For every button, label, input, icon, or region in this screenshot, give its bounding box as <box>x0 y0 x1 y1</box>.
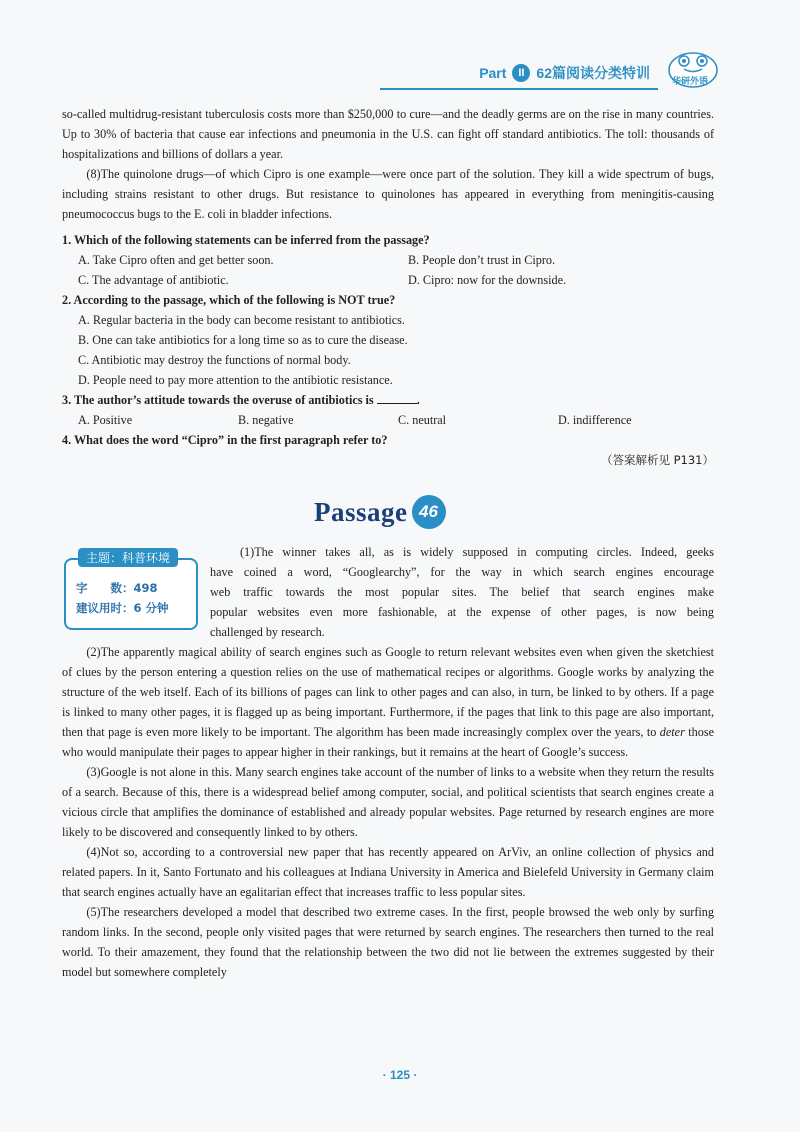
option-2c: C. Antibiotic may destroy the functions of normal body. <box>78 353 351 367</box>
option-2a: A. Regular bacteria in the body can become resistant to antibiotics. <box>78 313 405 327</box>
page-number: · 125 · <box>382 1068 418 1082</box>
logo-text: 华研外语 <box>672 77 709 87</box>
part-label: Part <box>479 65 507 81</box>
question-1-stem: 1. Which of the following statements can be inferred from the passage? <box>62 233 430 247</box>
p1-line-4: popular websites even more fashionable, at the expense of other pages, is now being <box>210 605 714 619</box>
p2-text-b: those who would manipulate their pages to appear higher in their rankings, but it remains at the heart of Google’s success. <box>62 725 715 759</box>
answer-blank <box>377 391 417 404</box>
question-3-end: . <box>416 393 420 407</box>
previous-passage-and-questions <box>62 104 714 470</box>
option-3d: D. indifference <box>558 413 632 427</box>
paragraph-8: (8)The quinolone drugs—of which Cipro is one example—were once part of the solution. They kill a wide spectrum of bugs, including strains resistant to other drugs. But resistance to quinolones has appeared in everything from meningitis-causing pneumococcus bugs to the E. coli in bladder infections. <box>62 167 714 221</box>
option-1c: C. The advantage of antibiotic. <box>78 273 229 287</box>
header-rule <box>380 88 658 90</box>
suggested-time: 建议用时：6 分钟 <box>76 601 169 615</box>
p1-line-3: web traffic towards the most popular sites. The belief that search engines make <box>210 585 714 599</box>
paragraph-2 <box>62 642 714 762</box>
question-1-options <box>62 250 714 290</box>
passage-number-badge: 46 <box>412 495 446 529</box>
publisher-logo <box>666 50 720 90</box>
question-3-text: 3. The author’s attitude towards the overuse of antibiotics is <box>62 393 374 407</box>
question-4-stem: 4. What does the word “Cipro” in the first paragraph refer to? <box>62 433 388 447</box>
page-header <box>380 50 720 94</box>
option-1b: B. People don’t trust in Cipro. <box>408 253 556 267</box>
section-title: 62篇阅读分类特训 <box>536 65 650 81</box>
p2-text-a: (2)The apparently magical ability of search engines such as Google to return relevant websites even when given the sketchiest of clues by the person entering a question relies on the use of mathematical recipes or algorithms. Google works by analyzing the structure of the web itself. Each of its billions of pages can link to other pages and can also, in turn, be linked to by others. If a page is linked to many other pages, it is flagged up as being important. Furthermore, if the pages that link to this page are also important, then that page is even more likely to be important. The algorithm has been made increasingly complex over the years, to <box>62 645 714 739</box>
part-numeral-badge: II <box>512 64 530 82</box>
option-1d: D. Cipro: now for the downside. <box>408 273 567 287</box>
passage-46-body <box>62 542 714 982</box>
option-1a: A. Take Cipro often and get better soon. <box>78 253 274 267</box>
paragraph-4: (4)Not so, according to a controversial new paper that has recently appeared on ArViv, an online collection of physics and related papers. In it, Santo Fortunato and his colleagues at Indiana University in America and Bielefeld University in Germany claim that search engines actually have an egalitarian effect that increases traffic to less popular sites. <box>62 845 714 899</box>
option-3a: A. Positive <box>78 413 133 427</box>
paragraph-5: (5)The researchers developed a model that described two extreme cases. In the first, people browsed the web only by surfing random links. In the second, people only visited pages that were returned by search engines. The researchers then turned to the real world. To their amazement, they found that the relationship between the two did not lie between the extremes suggested by their model but somewhere completely <box>62 905 714 979</box>
paragraph-continued: so-called multidrug-resistant tuberculosis costs more than $250,000 to cure—and the deadly germs are on the rise in many countries. Up to 30% of bacteria that cause ear infections and pneumonia in the U.S. can fight off standard antibiotics. The toll: thousands of hospitalizations and billions of dollars a year. <box>62 107 714 161</box>
question-3-stem <box>62 390 714 410</box>
answer-reference: （答案解析见 P131） <box>600 453 714 467</box>
p1-line-2: have coined a word, “Googlearchy”, for the way in which search engines encourage <box>210 565 714 579</box>
question-3-options <box>62 410 714 430</box>
question-2-stem: 2. According to the passage, which of the following is NOT true? <box>62 293 396 307</box>
passage-title-word: Passage <box>314 496 408 527</box>
paragraph-1 <box>210 542 714 642</box>
passage-title <box>314 492 446 532</box>
section-tag <box>479 62 650 84</box>
option-2b: B. One can take antibiotics for a long time so as to cure the disease. <box>78 333 408 347</box>
option-3c: C. neutral <box>398 413 447 427</box>
paragraph-3: (3)Google is not alone in this. Many search engines take account of the number of links to a website when they return the results of a search. Because of this, there is a widespread belief among computer, social, and political scientists that search engines create a vicious circle that amplifies the dominance of established and already popular websites. Page returned by research engines are more likely to be discovered and consequently linked to by others. <box>62 765 714 839</box>
option-3b: B. negative <box>238 413 294 427</box>
word-count: 字 数：498 <box>76 581 158 595</box>
p1-line-5: challenged by research. <box>210 625 325 639</box>
topic-label: 主题：科普环境 <box>78 548 178 567</box>
p1-line-1: (1)The winner takes all, as is widely supposed in computing circles. Indeed, geeks <box>240 545 714 559</box>
option-2d: D. People need to pay more attention to the antibiotic resistance. <box>78 373 393 387</box>
p2-italic-word: deter <box>659 725 685 739</box>
